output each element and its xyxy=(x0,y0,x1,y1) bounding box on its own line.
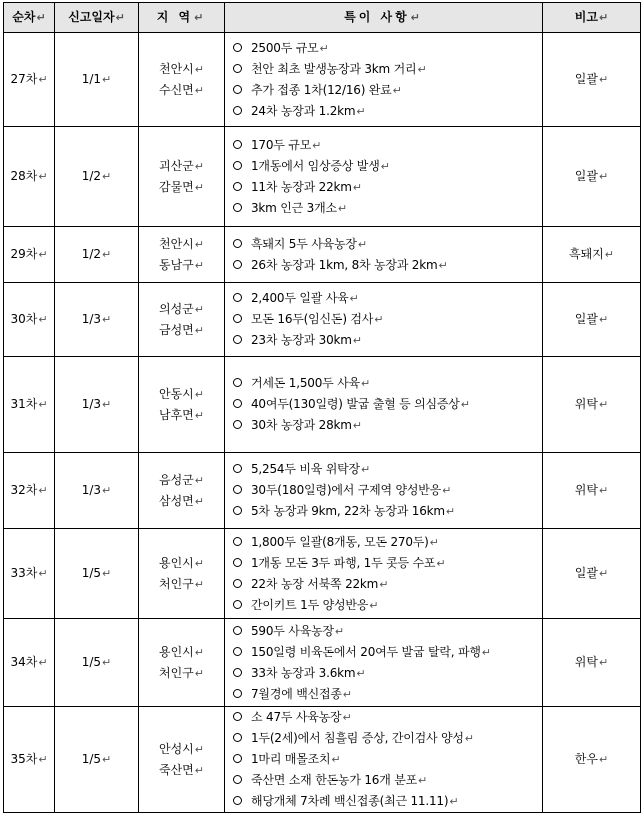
cell-remark: 위탁↵ xyxy=(543,357,641,453)
cell-region xyxy=(139,283,225,357)
cell-date: 1/3↵ xyxy=(55,453,139,529)
table-row xyxy=(4,33,641,127)
cell-date: 1/5↵ xyxy=(55,707,139,813)
cell-order: 27차↵ xyxy=(4,33,55,127)
cell-date: 1/5↵ xyxy=(55,529,139,619)
note-item: 33차 농장과 3.6km↵ xyxy=(233,663,536,684)
region-line: 처인구↵ xyxy=(159,576,204,591)
cell-date: 1/3↵ xyxy=(55,283,139,357)
cell-region xyxy=(139,33,225,127)
note-item: 30두(180일령)에서 구제역 양성반응↵ xyxy=(233,480,536,501)
region-line: 천안시↵ xyxy=(159,236,204,251)
note-item: 모돈 16두(임신돈) 검사↵ xyxy=(233,309,536,330)
cell-order: 28차↵ xyxy=(4,127,55,227)
note-item: 150일령 비육돈에서 20여두 발굽 탈락, 파행↵ xyxy=(233,642,536,663)
note-item: 1개동에서 임상증상 발생↵ xyxy=(233,156,536,177)
region-line: 처인구↵ xyxy=(159,665,204,680)
region-line: 안동시↵ xyxy=(159,386,204,401)
note-item: 30차 농장과 28km↵ xyxy=(233,415,536,436)
cell-date: 1/1↵ xyxy=(55,33,139,127)
region-line: 용인시↵ xyxy=(159,555,204,570)
table-header-row xyxy=(4,3,641,33)
note-item: 40여두(130일령) 발굽 출혈 등 의심증상↵ xyxy=(233,394,536,415)
region-line: 금성면↵ xyxy=(159,322,204,337)
header-date: 신고일자↵ xyxy=(55,3,139,33)
note-item: 천안 최초 발생농장과 3km 거리↵ xyxy=(233,59,536,80)
region-line: 수신면↵ xyxy=(159,82,204,97)
note-item: 590두 사육농장↵ xyxy=(233,621,536,642)
note-item: 1마리 매몰조치↵ xyxy=(233,749,536,770)
region-line: 음성군↵ xyxy=(159,472,204,487)
header-order: 순차↵ xyxy=(4,3,55,33)
cell-order: 30차↵ xyxy=(4,283,55,357)
region-line: 삼성면↵ xyxy=(159,493,204,508)
note-item: 5,254두 비육 위탁장↵ xyxy=(233,459,536,480)
table-row xyxy=(4,127,641,227)
note-item: 해당개체 7차례 백신접종(최근 11.11)↵ xyxy=(233,791,536,812)
cell-order: 31차↵ xyxy=(4,357,55,453)
note-item: 1,800두 일괄(8개동, 모돈 270두)↵ xyxy=(233,532,536,553)
cell-remark: 일괄↵ xyxy=(543,33,641,127)
cell-notes xyxy=(225,529,543,619)
cell-notes xyxy=(225,453,543,529)
header-remarks: 비고↵ xyxy=(543,3,641,33)
table-row xyxy=(4,283,641,357)
cell-remark: 일괄↵ xyxy=(543,529,641,619)
cell-date: 1/3↵ xyxy=(55,357,139,453)
note-item: 3km 인근 3개소↵ xyxy=(233,198,536,219)
table-row xyxy=(4,453,641,529)
cell-remark: 위탁↵ xyxy=(543,453,641,529)
cell-order: 35차↵ xyxy=(4,707,55,813)
cell-notes xyxy=(225,127,543,227)
note-item: 죽산면 소재 한돈농가 16개 분포↵ xyxy=(233,770,536,791)
header-region: 지 역↵ xyxy=(139,3,225,33)
cell-notes xyxy=(225,227,543,283)
note-item: 5차 농장과 9km, 22차 농장과 16km↵ xyxy=(233,501,536,522)
cell-region xyxy=(139,127,225,227)
note-item: 소 47두 사육농장↵ xyxy=(233,707,536,728)
note-item: 추가 접종 1차(12/16) 완료↵ xyxy=(233,80,536,101)
note-item: 거세돈 1,500두 사육↵ xyxy=(233,373,536,394)
region-line: 동남구↵ xyxy=(159,257,204,272)
note-item: 170두 규모↵ xyxy=(233,135,536,156)
note-item: 26차 농장과 1km, 8차 농장과 2km↵ xyxy=(233,255,536,276)
cell-order: 33차↵ xyxy=(4,529,55,619)
cell-notes xyxy=(225,357,543,453)
note-item: 7월경에 백신접종↵ xyxy=(233,684,536,705)
note-item: 2,400두 일괄 사육↵ xyxy=(233,288,536,309)
cell-date: 1/2↵ xyxy=(55,127,139,227)
cell-region xyxy=(139,619,225,707)
cell-notes xyxy=(225,33,543,127)
table-row xyxy=(4,707,641,813)
cell-date: 1/2↵ xyxy=(55,227,139,283)
cell-remark: 한우↵ xyxy=(543,707,641,813)
cell-date: 1/5↵ xyxy=(55,619,139,707)
table-row xyxy=(4,529,641,619)
region-line: 괴산군↵ xyxy=(159,158,204,173)
table-row xyxy=(4,619,641,707)
note-item: 2500두 규모↵ xyxy=(233,38,536,59)
note-item: 22차 농장 서북쪽 22km↵ xyxy=(233,574,536,595)
cell-order: 32차↵ xyxy=(4,453,55,529)
header-notes: 특이 사항↵ xyxy=(225,3,543,33)
region-line: 용인시↵ xyxy=(159,644,204,659)
cell-region xyxy=(139,707,225,813)
cell-region xyxy=(139,357,225,453)
note-item: 11차 농장과 22km↵ xyxy=(233,177,536,198)
region-line: 의성군↵ xyxy=(159,301,204,316)
note-item: 1두(2세)에서 침흘림 증상, 간이검사 양성↵ xyxy=(233,728,536,749)
region-line: 감물면↵ xyxy=(159,179,204,194)
table-row xyxy=(4,227,641,283)
table-row xyxy=(4,357,641,453)
cell-notes xyxy=(225,619,543,707)
region-line: 죽산면↵ xyxy=(159,762,204,777)
cell-region xyxy=(139,227,225,283)
region-line: 남후면↵ xyxy=(159,407,204,422)
note-item: 1개동 모돈 3두 파행, 1두 콧등 수포↵ xyxy=(233,553,536,574)
cell-notes xyxy=(225,283,543,357)
cell-remark: 일괄↵ xyxy=(543,127,641,227)
cell-region xyxy=(139,453,225,529)
cell-remark: 흑돼지↵ xyxy=(543,227,641,283)
note-item: 간이키트 1두 양성반응↵ xyxy=(233,595,536,616)
cell-remark: 위탁↵ xyxy=(543,619,641,707)
cell-remark: 일괄↵ xyxy=(543,283,641,357)
cell-region xyxy=(139,529,225,619)
region-line: 안성시↵ xyxy=(159,741,204,756)
note-item: 24차 농장과 1.2km↵ xyxy=(233,101,536,122)
cell-order: 29차↵ xyxy=(4,227,55,283)
outbreak-table xyxy=(3,2,641,813)
region-line: 천안시↵ xyxy=(159,61,204,76)
cell-order: 34차↵ xyxy=(4,619,55,707)
cell-notes xyxy=(225,707,543,813)
note-item: 흑돼지 5두 사육농장↵ xyxy=(233,234,536,255)
note-item: 23차 농장과 30km↵ xyxy=(233,330,536,351)
